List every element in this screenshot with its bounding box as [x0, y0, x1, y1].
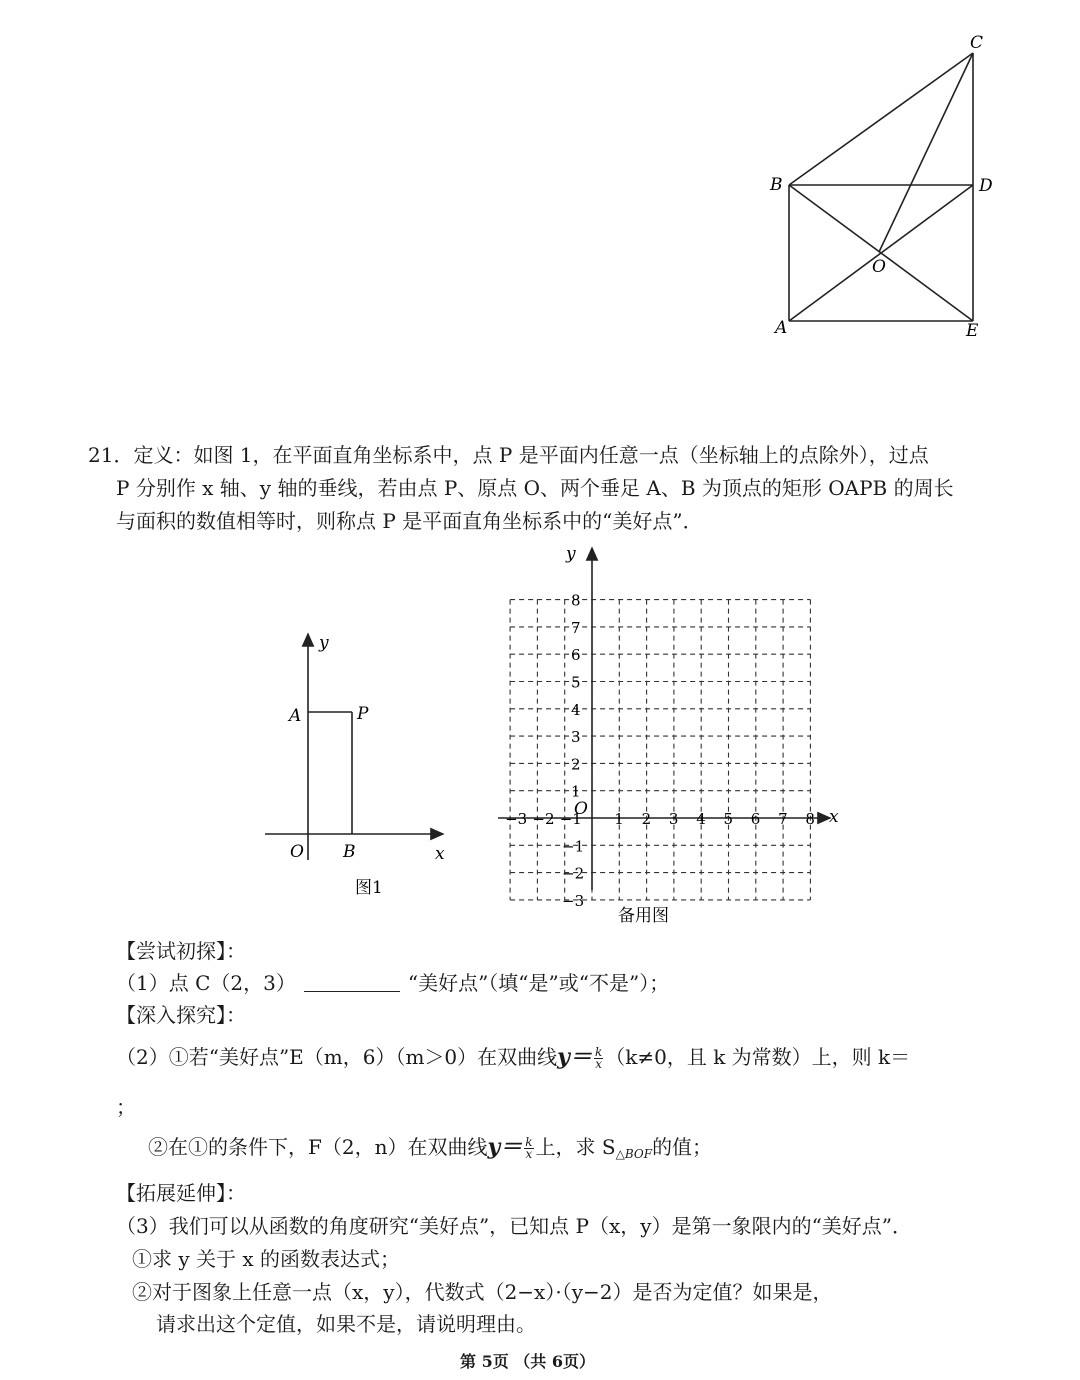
- label-E: E: [966, 321, 979, 341]
- q2b-frac-num: k: [525, 1135, 533, 1149]
- label-D: D: [979, 176, 993, 196]
- q2-frac-den: x: [595, 1057, 602, 1071]
- label-B: B: [770, 175, 783, 195]
- question-1: [116, 970, 669, 996]
- q2-text-pre: （2）①若“美好点”E（m，6）（m＞0）在双曲线: [116, 1045, 558, 1069]
- fig1-label-B: B: [343, 842, 356, 862]
- x-tick-label: 3: [668, 810, 679, 828]
- section-deep-title: 【深入探究】：: [116, 1003, 246, 1027]
- q2b-text-post: 的值；: [652, 1135, 713, 1159]
- y-tick-label: 7: [571, 618, 581, 637]
- q2-text-post: （k≠0，且 k 为常数）上，则 k＝: [605, 1045, 911, 1069]
- y-tick-label: 4: [571, 700, 581, 719]
- x-tick-label: 8: [805, 810, 815, 828]
- y-tick-label: 6: [571, 646, 581, 665]
- q2b-fraction: [524, 1137, 533, 1160]
- q1-answer-blank[interactable]: [304, 973, 400, 992]
- x-tick-label: −3: [505, 810, 528, 828]
- q2-frac-num: k: [594, 1045, 603, 1059]
- figure-1: [255, 620, 465, 900]
- q2b-text-mid: 上，求 S: [535, 1135, 616, 1159]
- question-2-part-2: [148, 1134, 712, 1167]
- q2b-frac-den: x: [525, 1147, 533, 1161]
- q2b-text-pre: ②在①的条件下，F（2，n）在双曲线: [148, 1135, 488, 1159]
- y-tick-label: 1: [571, 782, 581, 801]
- spare-axis-y: y: [566, 544, 576, 564]
- problem-line-3: 与面积的数值相等时，则称点 P 是平面直角坐标系中的“美好点”．: [116, 509, 703, 533]
- q2-fraction: [594, 1047, 603, 1070]
- label-C: C: [970, 33, 984, 53]
- q3-line-2: ①求 y 关于 x 的函数表达式；: [132, 1247, 401, 1271]
- x-tick-label: 5: [723, 810, 734, 828]
- x-tick-label: 1: [614, 810, 624, 828]
- fig1-label-O: O: [290, 842, 304, 862]
- spare-origin: O: [574, 799, 588, 819]
- spare-caption: 备用图: [618, 906, 669, 926]
- question-2-part-1: [116, 1044, 910, 1070]
- fig1-caption: 图1: [355, 878, 383, 898]
- fig1-axis-y: y: [319, 633, 329, 653]
- q3-line-4: 请求出这个定值，如果不是，请说明理由。: [156, 1312, 536, 1336]
- x-tick-label: 2: [641, 810, 652, 828]
- spare-axis-x: x: [829, 807, 839, 827]
- q2-y-equals: y＝: [557, 1044, 592, 1070]
- q3-line-3: ②对于图象上任意一点（x，y），代数式（2−x）·（y−2）是否为定值？如果是，: [132, 1280, 833, 1304]
- top-geometry-figure: [760, 30, 1020, 350]
- problem-line-1: [88, 442, 929, 468]
- x-tick-label: 6: [750, 810, 761, 828]
- y-tick-label: −2: [562, 864, 585, 883]
- y-tick-label: −3: [562, 891, 585, 910]
- q2b-y-equals: y＝: [487, 1134, 523, 1160]
- y-tick-label: 3: [571, 728, 581, 747]
- label-A: A: [775, 318, 788, 338]
- spare-grid-figure: [490, 540, 850, 930]
- x-tick-label: −1: [559, 810, 582, 828]
- fig1-label-P: P: [357, 704, 369, 724]
- section-extend-title: 【拓展延伸】：: [116, 1181, 246, 1205]
- problem-line-2: P 分别作 x 轴、y 轴的垂线，若由点 P、原点 O、两个垂足 A、B 为顶点的矩形 OAPB 的周长: [116, 476, 954, 500]
- x-tick-label: 7: [778, 810, 788, 828]
- q2b-subscript: △BOF: [615, 1147, 653, 1161]
- problem-number: 21．: [88, 443, 134, 467]
- q3-line-1: （3）我们可以从函数的角度研究“美好点”，已知点 P（x，y）是第一象限内的“美好点”．: [116, 1214, 913, 1238]
- section-try-title: 【尝试初探】：: [116, 939, 246, 963]
- problem-text-1: 定义：如图 1，在平面直角坐标系中，点 P 是平面内任意一点（坐标轴上的点除外），过点: [133, 443, 929, 467]
- label-O: O: [872, 257, 886, 277]
- y-tick-label: 5: [571, 673, 581, 692]
- page-footer: 第 5页 （共 6页）: [460, 1352, 595, 1371]
- q1-text-pre: （1）点 C（2，3）: [116, 971, 296, 995]
- q1-text-post: “美好点”（填“是”或“不是”）；: [407, 971, 670, 995]
- x-tick-label: −2: [532, 810, 555, 828]
- q2-end-mark: ；: [116, 1095, 136, 1119]
- fig1-axis-x: x: [435, 844, 445, 864]
- y-tick-label: −1: [562, 837, 585, 856]
- fig1-label-A: A: [289, 706, 302, 726]
- x-tick-label: 4: [696, 810, 706, 828]
- y-tick-label: 8: [571, 591, 581, 610]
- y-tick-label: 2: [571, 755, 581, 774]
